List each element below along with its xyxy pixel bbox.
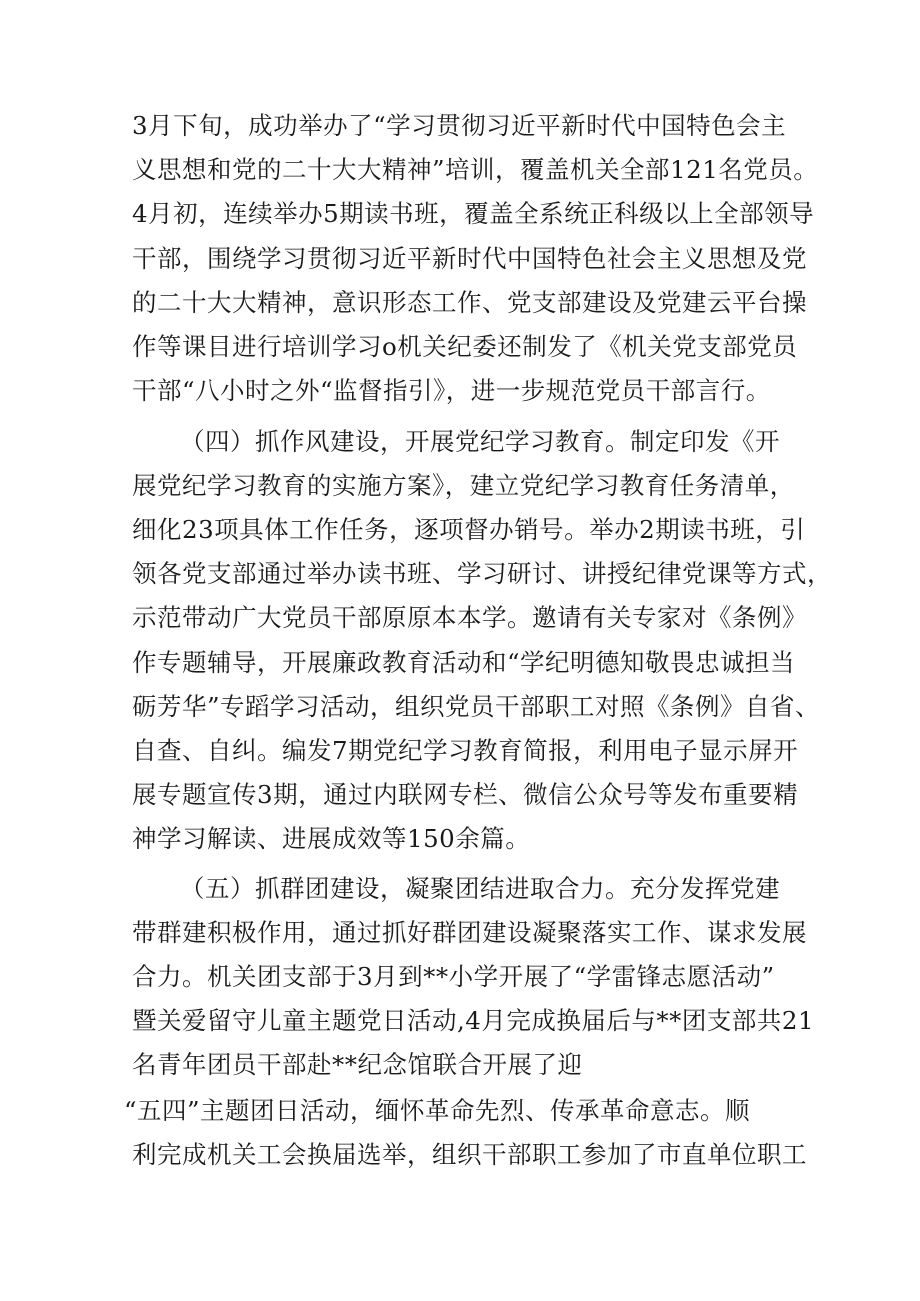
text-line: 4月初，连续举办5期读书班，覆盖全系统正科级以上全部领导: [132, 199, 815, 228]
text-line: 示范带动广大党员干部原原本本学。邀请有关专家对《条例》: [132, 603, 807, 632]
text-line: 带群建积极作用，通过抓好群团建设凝聚落实工作、谋求发展: [132, 918, 807, 947]
text-line: 展党纪学习教育的实施方案》，建立党纪学习教育任务清单，: [132, 471, 795, 500]
text-line: 作等课目进行培训学习o机关纪委还制发了《机关党支部党员: [132, 332, 798, 361]
section-heading-line: （五）抓群团建设，凝聚团结进取合力。充分发挥党建: [180, 874, 780, 903]
text-line: 细化23项具体工作任务，逐项督办销号。举办2期读书班，引: [132, 515, 806, 544]
text-line: 砺芳华”专蹈学习活动，组织党员干部职工对照《条例》自省、: [132, 692, 821, 721]
text-line: 神学习解读、进展成效等150余篇。: [132, 824, 531, 853]
text-line: “五四”主题团日活动，缅怀革命先烈、传承革命意志。顺: [124, 1096, 751, 1125]
text-line: 自查、自纠。编发7期党纪学习教育简报，利用电子显示屏开: [132, 736, 799, 765]
text-line: 干部“八小时之外“监督指引》，进一步规范党员干部言行。: [132, 376, 771, 405]
text-line: 利完成机关工会换届选举，组织干部职工参加了市直单位职工: [132, 1140, 807, 1169]
text-line: 名青年团员干部赴**纪念馆联合开展了迎: [132, 1050, 583, 1079]
section-heading-line: （四）抓作风建设，开展党纪学习教育。制定印发《开: [180, 427, 780, 456]
text-line: 合力。机关团支部于3月到**小学开展了“学雷锋志愿活动”: [132, 962, 775, 991]
text-line: 3月下旬，成功举办了“学习贯彻习近平新时代中国特色会主: [132, 111, 787, 140]
text-line: 干部，围绕学习贯彻习近平新时代中国特色社会主义思想及党: [132, 244, 807, 273]
text-line: 领各党支部通过举办读书班、学习研讨、讲授纪律党课等方式，: [132, 559, 832, 588]
text-line: 暨关爱留守儿童主题党日活动,4月完成换届后与**团支部共21: [132, 1006, 815, 1035]
text-line: 义思想和党的二十大大精神”培训，覆盖机关全部121名党员。: [132, 155, 819, 184]
text-line: 的二十大大精神，意识形态工作、党支部建设及党建云平台操: [132, 288, 807, 317]
text-line: 展专题宣传3期，通过内联网专栏、微信公众号等发布重要精: [132, 780, 799, 809]
text-line: 作专题辅导，开展廉政教育活动和“学纪明德知敬畏忠诚担当: [132, 648, 796, 677]
